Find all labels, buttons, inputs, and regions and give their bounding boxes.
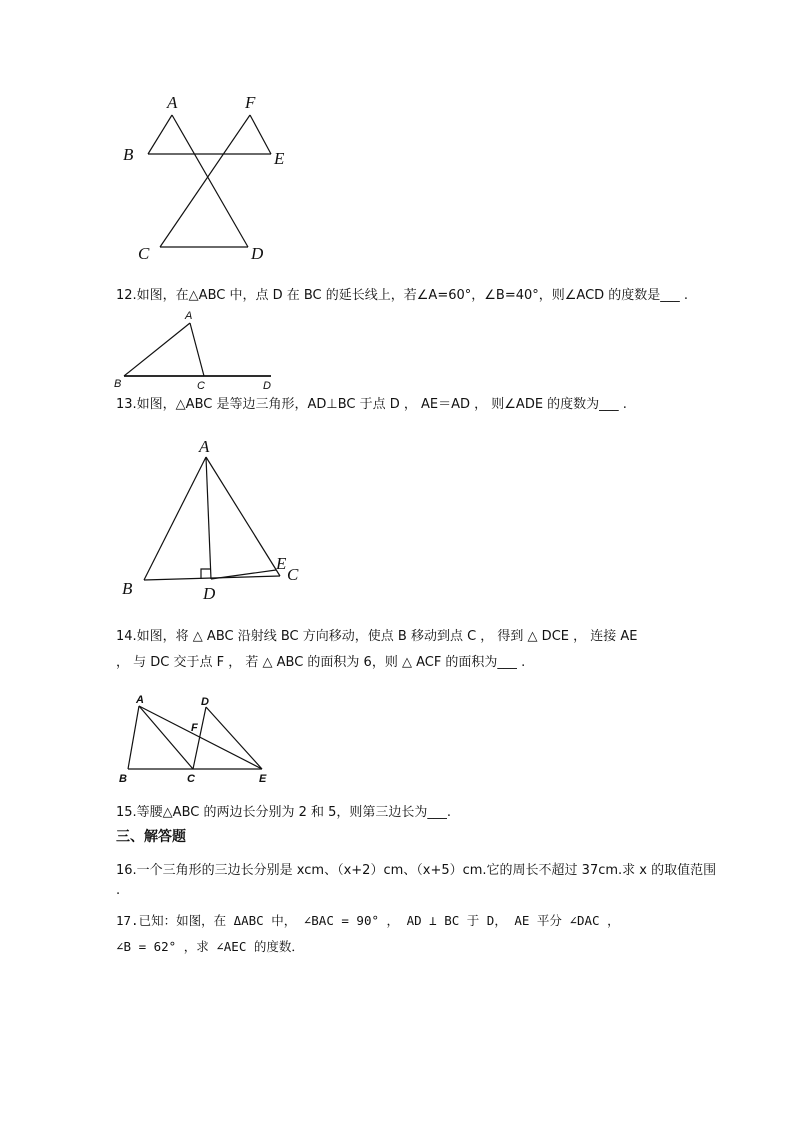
question-15: 15.等腰△ABC 的两边长分别为 2 和 5，则第三边长为___. xyxy=(116,805,452,820)
question-16-line1: 16.一个三角形的三边长分别是 xcm、（x+2）cm、（x+5）cm.它的周长不超过 37cm.求 x 的取值范围 xyxy=(116,863,717,878)
question-17-line2: ∠B = 62° ，求 ∠AEC 的度数． xyxy=(116,939,304,954)
question-16-line2: . xyxy=(116,883,121,898)
label-D: D xyxy=(263,380,271,392)
label-B: B xyxy=(122,579,133,598)
label-D: D xyxy=(203,584,216,603)
label-E: E xyxy=(276,554,287,573)
section-heading: 三、解答题 xyxy=(116,829,186,845)
label-C: C xyxy=(187,773,195,785)
question-14-line2: ， 与 DC 交于点 F ， 若 △ ABC 的面积为 6，则 △ ACF 的面积为___ . xyxy=(116,655,526,670)
label-B: B xyxy=(123,145,134,164)
label-D: D xyxy=(201,696,209,708)
label-A: A xyxy=(199,437,210,456)
question-14-line1: 14.如图，将 △ ABC 沿射线 BC 方向移动，使点 B 移动到点 C ， 得到 △ DCE ， 连接 AE xyxy=(116,629,638,644)
label-D: D xyxy=(251,244,264,263)
question-13: 13.如图，△ABC 是等边三角形，AD⊥BC 于点 D ， AE＝AD ， 则∠ADE 的度数为___ . xyxy=(116,397,627,412)
label-C: C xyxy=(138,244,150,263)
label-E: E xyxy=(274,149,285,168)
label-B: B xyxy=(119,773,127,785)
question-12: 12.如图，在△ABC 中，点 D 在 BC 的延长线上，若∠A=60°，∠B=40°，则∠ACD 的度数是___ . xyxy=(116,288,689,303)
label-A: A xyxy=(167,93,178,112)
question-17-line1: 17.已知：如图，在 ΔABC 中， ∠BAC = 90° ， AD ⊥ BC 于 D， AE 平分 ∠DAC ， xyxy=(116,913,620,928)
label-A: A xyxy=(136,694,144,706)
label-A: A xyxy=(185,310,193,322)
label-C: C xyxy=(287,565,299,584)
label-F: F xyxy=(245,93,256,112)
label-E: E xyxy=(259,773,267,785)
label-B: B xyxy=(114,378,122,390)
label-F: F xyxy=(191,722,198,734)
label-C: C xyxy=(197,380,205,392)
